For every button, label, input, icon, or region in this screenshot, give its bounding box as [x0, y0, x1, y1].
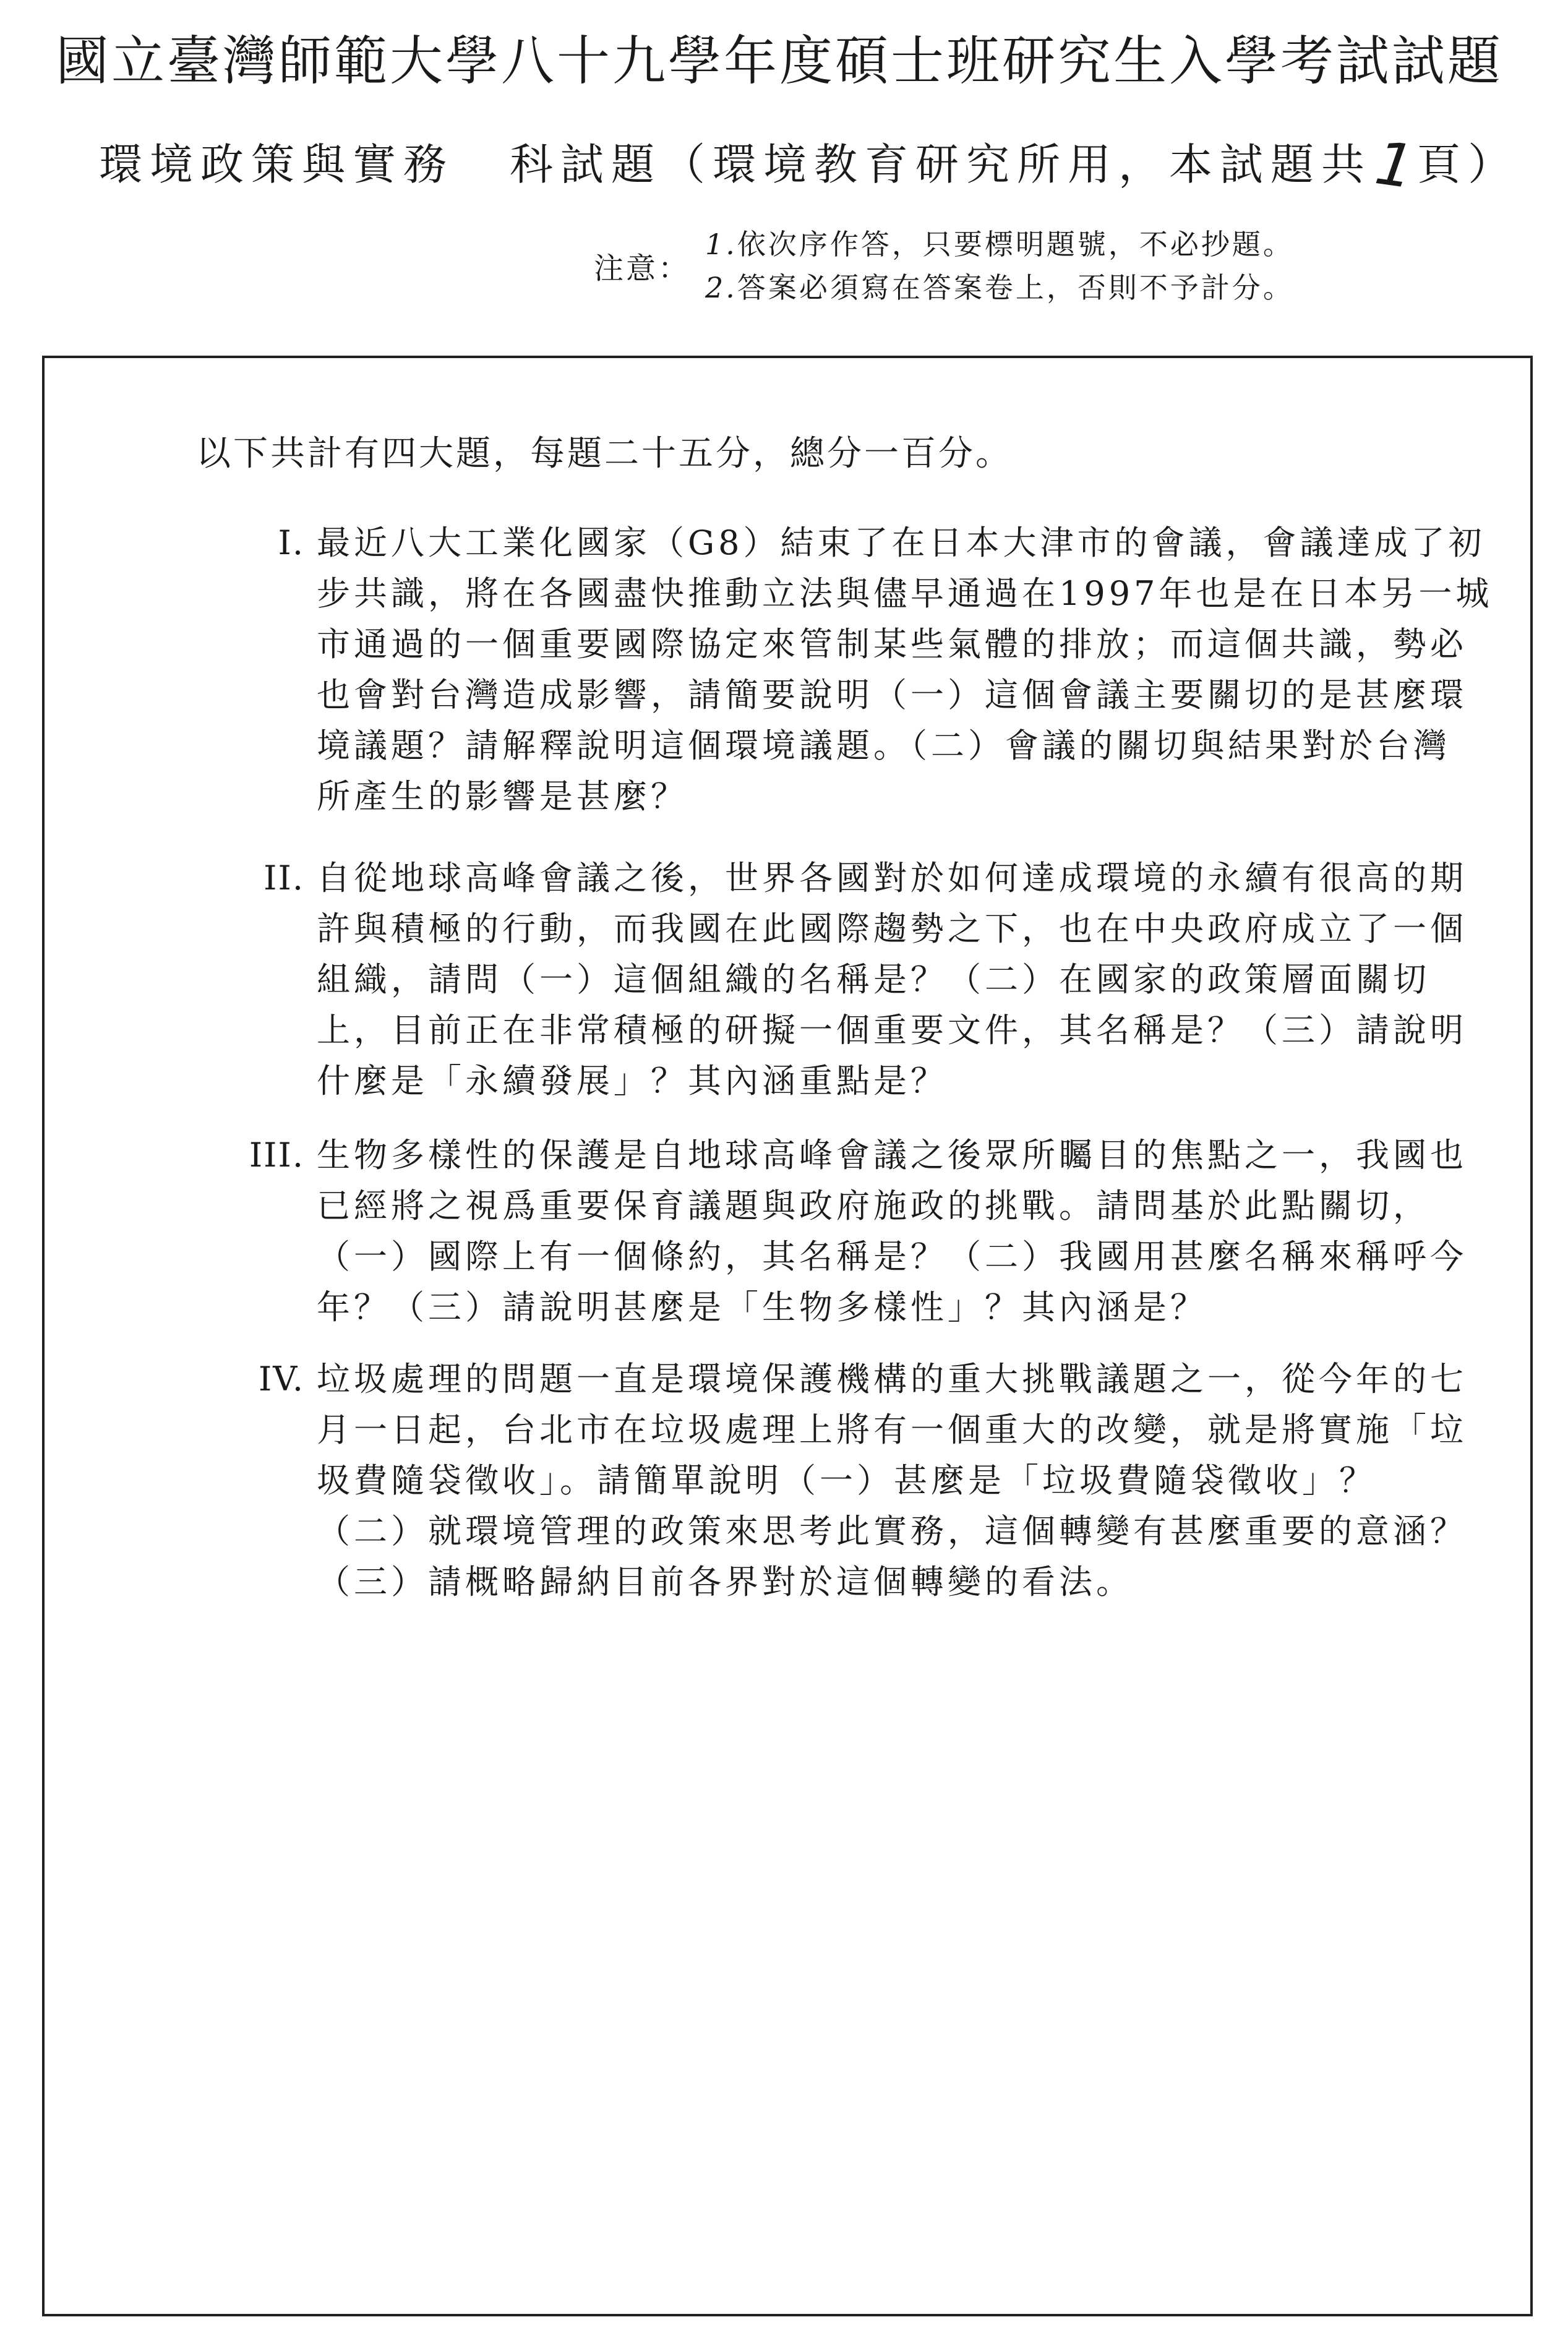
question-line: 所產生的影響是甚麼？ — [317, 777, 688, 816]
question-number: III. — [249, 1136, 304, 1175]
question-text — [317, 1354, 1467, 1608]
page-header — [0, 0, 1568, 346]
question-line: 年？（三）請說明甚麼是「生物多樣性」？其內涵是？ — [317, 1288, 1207, 1327]
question-box — [42, 356, 1533, 2316]
question-text — [317, 853, 1467, 1107]
question-line: 步共識，將在各國盡快推動立法與儘早通過在1997年也是在日本另一城 — [317, 574, 1493, 613]
question-line: 月一日起，台北市在垃圾處理上將有一個重大的改變，就是將實施「垃 — [317, 1410, 1467, 1449]
question-line: （一）國際上有一個條約，其名稱是？（二）我國用甚麼名稱來稱呼今 — [317, 1237, 1467, 1276]
notice-item-number: 1. — [705, 228, 737, 261]
question-line: 市通過的一個重要國際協定來管制某些氣體的排放；而這個共識，勢必 — [317, 625, 1467, 664]
question-text — [317, 518, 1493, 822]
question-line: 許與積極的行動，而我國在此國際趨勢之下，也在中央政府成立了一個 — [317, 909, 1467, 948]
question-text — [317, 1130, 1467, 1333]
subject-suffix: 科試題（環境教育研究所用，本試題共 — [510, 139, 1372, 190]
question-line: 圾費隨袋徵收」。請簡單說明（一）甚麼是「垃圾費隨袋徵收」？ — [317, 1461, 1376, 1500]
subject-name: 環境政策與實務 — [99, 139, 454, 190]
question-line: 垃圾處理的問題一直是環境保護機構的重大挑戰議題之一，從今年的七 — [317, 1360, 1467, 1398]
notice-item-number: 2. — [705, 271, 737, 304]
question-line: （二）就環境管理的政策來思考此實務，這個轉變有甚麼重要的意涵？ — [317, 1512, 1467, 1551]
question-number: I. — [278, 523, 304, 562]
notice-item-text: 依次序作答，只要標明題號，不必抄題。 — [737, 228, 1294, 261]
question-number: IV. — [258, 1360, 304, 1398]
question-line: 已經將之視爲重要保育議題與政府施政的挑戰。請問基於此點關切， — [317, 1186, 1430, 1225]
question-line: 境議題？請解釋說明這個環境議題。（二）會議的關切與結果對於台灣 — [317, 726, 1450, 765]
notice — [594, 223, 1460, 315]
notice-item — [705, 266, 1447, 309]
question-line: 上，目前正在非常積極的研擬一個重要文件，其名稱是？（三）請說明 — [317, 1011, 1467, 1050]
page-count: 1 — [1371, 128, 1418, 202]
intro-text: 以下共計有四大題，每題二十五分，總分一百分。 — [196, 434, 1013, 474]
notice-item-text: 答案必須寫在答案卷上，否則不予計分。 — [737, 271, 1294, 304]
notice-item — [705, 223, 1447, 266]
page-unit: 頁） — [1417, 139, 1519, 190]
question-line: 什麼是「永續發展」？其內涵重點是？ — [317, 1061, 948, 1100]
question-line: （三）請概略歸納目前各界對於這個轉變的看法。 — [317, 1562, 1133, 1601]
question-number: II. — [263, 859, 304, 897]
subject-line — [99, 127, 1522, 202]
notice-label: 注意： — [594, 251, 691, 286]
notice-items — [705, 223, 1447, 309]
question-line: 最近八大工業化國家（G8）結束了在日本大津市的會議，會議達成了初 — [317, 523, 1486, 562]
question-line: 組織，請問（一）這個組織的名稱是？（二）在國家的政策層面關切 — [317, 960, 1430, 999]
question-line: 自從地球高峰會議之後，世界各國對於如何達成環境的永續有很高的期 — [317, 859, 1467, 897]
exam-title: 國立臺灣師範大學八十九學年度碩士班研究生入學考試試題 — [56, 30, 1503, 92]
question-line: 也會對台灣造成影響，請簡要說明（一）這個會議主要關切的是甚麼環 — [317, 675, 1467, 714]
question-line: 生物多樣性的保護是自地球高峰會議之後眾所矚目的焦點之一，我國也 — [317, 1136, 1467, 1175]
